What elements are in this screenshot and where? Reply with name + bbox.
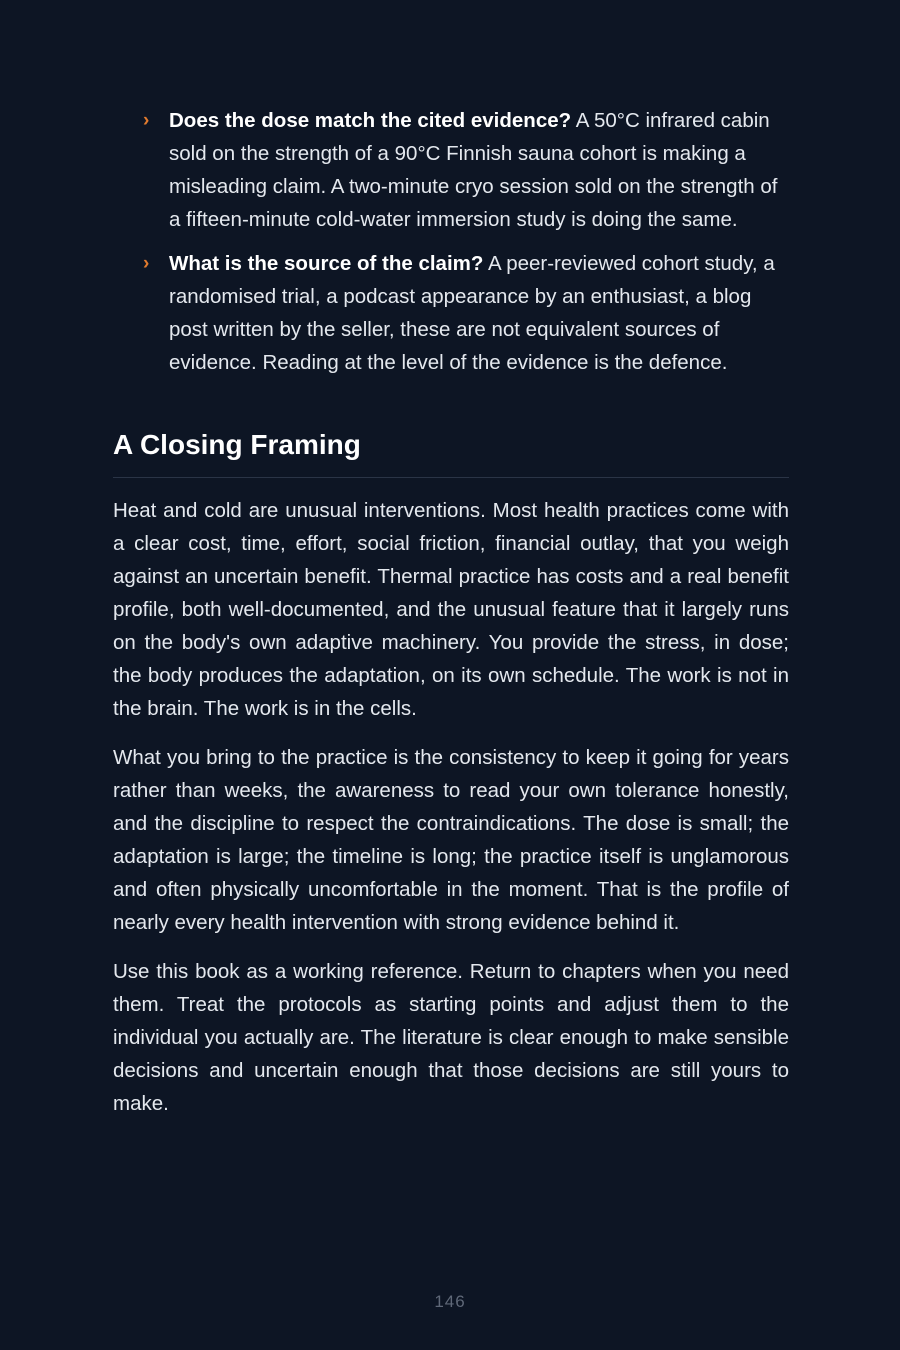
section-heading: A Closing Framing bbox=[113, 427, 789, 478]
bullet-list bbox=[113, 104, 789, 379]
page-content bbox=[113, 104, 789, 1120]
bullet-lead: What is the source of the claim? bbox=[169, 252, 484, 275]
bullet-text: A peer-reviewed cohort study, a randomised trial, a podcast appearance by an enthusiast, a blog post written by the seller, these are not equivalent sources of evidence. Reading at the level of the evidence is the defence. bbox=[169, 252, 775, 374]
list-item bbox=[143, 104, 789, 236]
page-number: 146 bbox=[434, 1292, 466, 1311]
body-paragraph: Use this book as a working reference. Return to chapters when you need them. Treat the protocols as starting points and adjust them to the individual you actually are. The literature is clear enough to make sensible decisions and uncertain enough that those decisions are still yours to make. bbox=[113, 960, 789, 1115]
chevron-right-icon: › bbox=[143, 110, 150, 131]
bullet-lead: Does the dose match the cited evidence? bbox=[169, 109, 572, 132]
body-paragraph: What you bring to the practice is the consistency to keep it going for years rather than weeks, the awareness to read your own tolerance honestly, and the discipline to respect the contraindications. The dose is small; the adaptation is large; the timeline is long; the practice itself is unglamorous and often physically uncomfortable in the moment. That is the profile of nearly every health intervention with strong evidence behind it. bbox=[113, 746, 789, 934]
body-paragraph: Heat and cold are unusual interventions. Most health practices come with a clear cost, time, effort, social friction, financial outlay, that you weigh against an uncertain benefit. Thermal practice has costs and a real benefit profile, both well-documented, and the unusual feature that it largely runs on the body's own adaptive machinery. You provide the stress, in dose; the body produces the adaptation, on its own schedule. The work is not in the brain. The work is in the cells. bbox=[113, 499, 789, 720]
list-item bbox=[143, 247, 789, 379]
chevron-right-icon: › bbox=[143, 253, 150, 274]
bullet-text: A 50°C infrared cabin sold on the strength of a 90°C Finnish sauna cohort is making a misleading claim. A two-minute cryo session sold on the strength of a fifteen-minute cold-water immersion study is doing the same. bbox=[169, 109, 778, 231]
